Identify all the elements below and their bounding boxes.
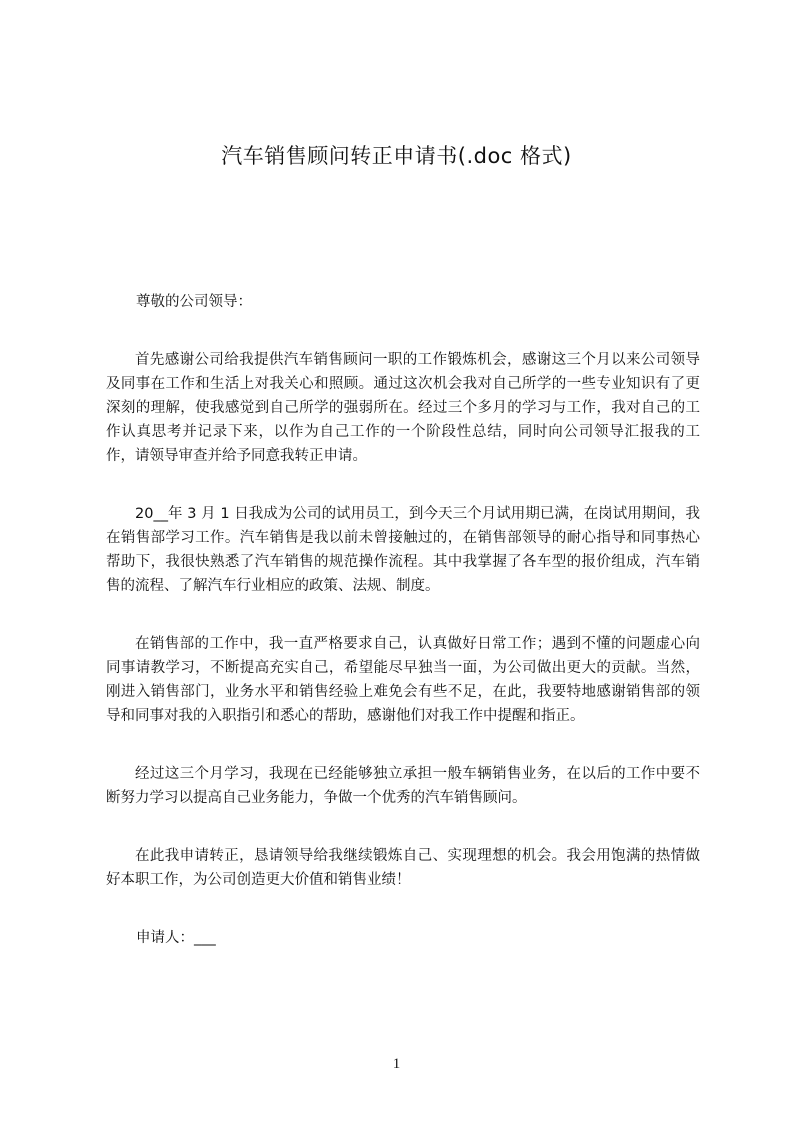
paragraph-conversion-request: 在此我申请转正，恳请领导给我继续锻炼自己、实现理想的机会。我会用饱满的热情做好本职工作，为公司创造更大价值和销售业绩！ — [106, 848, 700, 888]
paragraph-gratitude: 首先感谢公司给我提供汽车销售顾问一职的工作锻炼机会，感谢这三个月以来公司领导及同事在工作和生活上对我关心和照顾。通过这次机会我对自己所学的一些专业知识有了更深刻的理解，使我感觉到自己所学的强弱所在。经过三个多月的学习与工作，我对自己的工作认真思考并记录下来，以作为自己工作的一个阶段性总结，同时向公司领导汇报我的工作，请领导审查并给予同意我转正申请。 — [106, 352, 700, 464]
salutation: 尊敬的公司领导： — [136, 294, 252, 310]
paragraph-probation-experience: 20__年 3 月 1 日我成为公司的试用员工，到今天三个月试用期已满，在岗试用期间，我在销售部学习工作。汽车销售是我以前未曾接触过的，在销售部领导的耐心指导和同事热心帮助下，我很快熟悉了汽车销售的规范操作流程。其中我掌握了各车型的报价组成，汽车销售的流程、了解汽车行业相应的政策、法规、制度。 — [106, 506, 700, 594]
paragraph-sales-work: 在销售部的工作中，我一直严格要求自己，认真做好日常工作；遇到不懂的问题虚心向同事请教学习，不断提高充实自己，希望能尽早独当一面，为公司做出更大的贡献。当然，刚进入销售部门，业务水平和销售经验上难免会有些不足，在此，我要特地感谢销售部的领导和同事对我的入职指引和悉心的帮助，感谢他们对我工作中提醒和指正。 — [106, 636, 700, 724]
page-number: 1 — [392, 1056, 401, 1072]
letter-body — [106, 290, 700, 950]
paragraph-current-ability: 经过这三个月学习，我现在已经能够独立承担一般车辆销售业务，在以后的工作中要不断努力学习以提高自己业务能力，争做一个优秀的汽车销售顾问。 — [106, 766, 700, 806]
applicant-signature-line: 申请人：___ — [136, 930, 216, 946]
document-title: 汽车销售顾问转正申请书(.doc 格式) — [221, 144, 572, 168]
